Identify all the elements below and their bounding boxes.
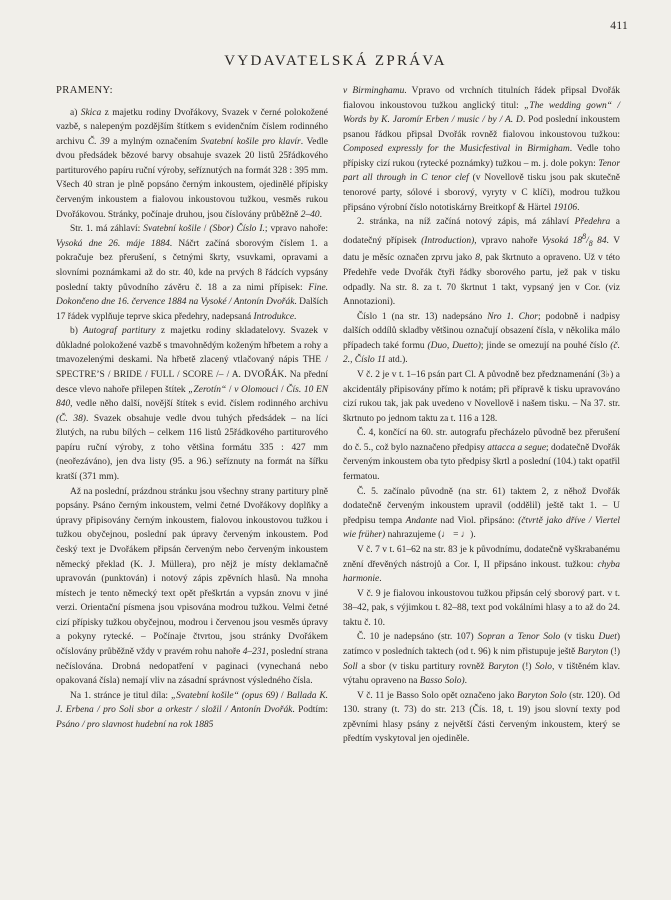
paragraph: b) Autograf partitury z majetku rodiny skladatelovy. Svazek v důkladné polokožené vazbě s tmavohnědým koženým hřbetem a rohy a tmavozelenými deskami. Na hřbetě zlacený vtlačovaný nápis THE / SPECTRE’S / BRIDE / FULL / SCORE /– / A. DVOŘÁK. Na přední desce vlevo nahoře přilepen štítek „Zerotín“ / v Olomouci / Čís. 10 EN 840, vedle něho další, novější štítek s evid. číslem rodinného archivu (Č. 38). Svazek obsahuje vedle dvou tuhých předsádek – na líci žlutých, na rubu bílých – celkem 116 listů 25řádkového partiturového papíru ruční výroby, z toho většina formátu 335 : 427 mm (neořezáváno), jen dva listy (95. a 96.) seříznuty na formát na šířku kratší (371 mm).: [56, 326, 329, 483]
paragraph: Č. 5. začínalo původně (na str. 61) taktem 2, z něhož Dvořák dodatečně červeným inkoustem upravil (oddělil) ještě takt 1. – U předpisu tempa Andante nad Viol. připsáno: (čtvrtě jako dříve / Viertel wie früher) nahrazujeme (♩ = ♩).: [343, 486, 621, 541]
paragraph: v Birminghamu. Vpravo od vrchních titulních řádek připsal Dvořák fialovou inkoustovou tužkou anglický titul: „The wedding gown“ / Words by K. Jaromír Erben / music / by / A. D. Pod poslední inkoustem psanou řádkou připsal Dvořák rovněž fialovou inkoustovou tužkou: Composed expressly for the Musicfestival in Birmigham. Vedle toho přípisky cizí rukou (rytecké poznámky) tužkou – m. j. dole pokyn: Tenor part all through in C tenor clef (v Novellově tisku jsou pak skutečně tenorové party, sólové i sborový, vyryty v C klíči), modrou tužkou připsáno výrobní číslo nototiskárny Breitkopf & Härtel 19106.: [343, 86, 621, 213]
paragraph: Str. 1. má záhlaví: Svatební košile / (Sbor) Číslo I.; vpravo nahoře: Vysoká dne 26. máje 1884. Náčrt začíná sborovým číslem 1. a pokračuje bez přerušení, s četnými škrty, vsuvkami, opravami a slovními poznámkami až do str. 40, kde na prvých 8 řádcích vypsány poslední takty původního závěru č. 18 a za nimi přípisek: Fine. Dokončeno dne 16. července 1884 na Vysoké / Antonín Dvořák. Dalších 17 řádek vyplňuje teprve skica předehry, nadepsaná Introdukce.: [56, 224, 328, 322]
paragraph: Číslo 1 (na str. 13) nadepsáno Nro 1. Chor; podobně i nadpisy dalších oddílů skladby většinou označují obsazení čísla, v několika málo případech také formu (Duo, Duetto); jinde se omezují na pouhé číslo (č. 2., Číslo 11 atd.).: [343, 311, 620, 366]
paragraph: V č. 2 je v t. 1–16 psán part Cl. A původně bez předznamenání (3♭) a akcidentály připisovány přímo k notám; při přípravě k tisku upravováno cizí rukou tak, jak pak uvedeno v Novellově i našem tisku. – Na 37. str. škrtnuto po jednom taktu za t. 116 a 128.: [343, 370, 620, 424]
page-heading: VYDAVATELSKÁ ZPRÁVA: [224, 53, 447, 69]
paragraph: V č. 11 je Basso Solo opět označeno jako Baryton Solo (str. 120). Od 130. strany (t. 73) do str. 213 (Čís. 18, t. 19) jsou slovní texty pod zpěvními hlasy psány z největší části červeným inkoustem, který se předtím vyskytoval jen ojediněle.: [343, 690, 620, 745]
right-column: [343, 84, 620, 747]
paragraph: Až na poslední, prázdnou stránku jsou všechny strany partitury plně popsány. Psáno černým inkoustem, velmi četné Dvořákovy doplňky a úpravy připisovány černým inkoustem, fialovou inkoustovou tužkou i tužkou obyčejnou, poslední pak úpravy červeným inkoustem. Pod český text je Dvořákem připsán červeným nebo červeným inkoustem německý překlad (K. J. Müllera), pro nějž je místy deklamačně upravován (punktován) i notový zápis zpěvních hlasů. Na mnoha místech je tento německý text opět přeškrtán a vypsán znovu v jiné verzi. Orientační písmena jsou vpisována modrou tužkou. Velmi četné cizí přípisky tužkou obyčejnou, modrou i červenou jsou vesměs úpravy a pokyny rytecké. – Počínaje čtvrtou, jsou stránky Dvořákem očíslovány průběžně vždy v pravém rohu nahoře 4–231, poslední strana nečíslována. Drobná nedopatření v paginaci (vynechaná nebo opakovaná čísla) nemají vliv na zásadní správnost výsledného čísla.: [56, 486, 328, 687]
paragraph: V č. 9 je fialovou inkoustovou tužkou připsán celý sborový part. v t. 38–42, pak, s výjimkou t. 82–88, text pod vokálními hlasy a to až do 24. taktu č. 10.: [343, 588, 620, 628]
paragraph: 2. stránka, na níž začíná notový zápis, má záhlaví Předehra a dodatečný přípisek (Introduction), vpravo nahoře Vysoká $18^8/_8$ 84. V datu je měsíc označen zprvu jako 8, pak škrtnuto a opraveno. Už v této Předehře vede Dvořák čtyři řádky sborového partu, jež pak v tisku odpadly. Na str. 8. za t. 70 škrtnut 1 takt, vypsaný jen v Cor. (viz Annotazioni).: [343, 217, 621, 308]
page-number: 411: [610, 20, 628, 32]
sources-label: PRAMENY:: [56, 85, 113, 96]
paragraph: Č. 4, končící na 60. str. autografu přecházelo původně bez přerušení do č. 5., což bylo naznačeno předpisy attacca a segue; dodatečně Dvořák červeným inkoustem oba tyto předpisy škrtl a poslední (104.) takt opatřil fermatou.: [343, 428, 620, 483]
paragraph: a) Skica z majetku rodiny Dvořákovy, Svazek v černé polokožené vazbě, s nalepeným pozdějším štítkem s evidenčním číslem rodinného archivu Č. 39 a mylným označením Svatební košile pro klavír. Vedle dvou předsádek bězové barvy obsahuje svazek 20 listů 25řádkového partiturového papíru ruční výroby, seříznutých na formát 328 : 395 mm. Všech 40 stran je plně popsáno černým inkoustem, ojedinělé přípisky červeným inkoustem a fialovou inkoustovou tužkou, vesměs rukou Dvořákovou. Stránky, počínaje druhou, jsou číslovány průběžně 2–40.: [56, 107, 328, 220]
paragraph: Č. 10 je nadepsáno (str. 107) Sopran a Tenor Solo (v tisku Duet) zatímco v posledních taktech (od t. 96) k nim přistupuje ještě Baryton (!) Soll a sbor (v tisku partitury rovněž Baryton (!) Solo, v tištěném klav. výtahu opraveno na Basso Solo).: [343, 632, 621, 687]
left-column: [56, 84, 328, 732]
paragraph: Na 1. stránce je titul díla: „Svatební košile“ (opus 69) / Ballada K. J. Erbena / pro Soli sbor a orkestr / složil / Antonín Dvořák. Podtím: Psáno / pro slavnost hudební na rok 1885: [56, 690, 329, 730]
paragraph: V č. 7 v t. 61–62 na str. 83 je k původnímu, dodatečně vyškrabanému znění dřevěných nástrojů a Cor. I, II připsáno inkoust. tužkou: chyba harmonie.: [343, 544, 620, 585]
